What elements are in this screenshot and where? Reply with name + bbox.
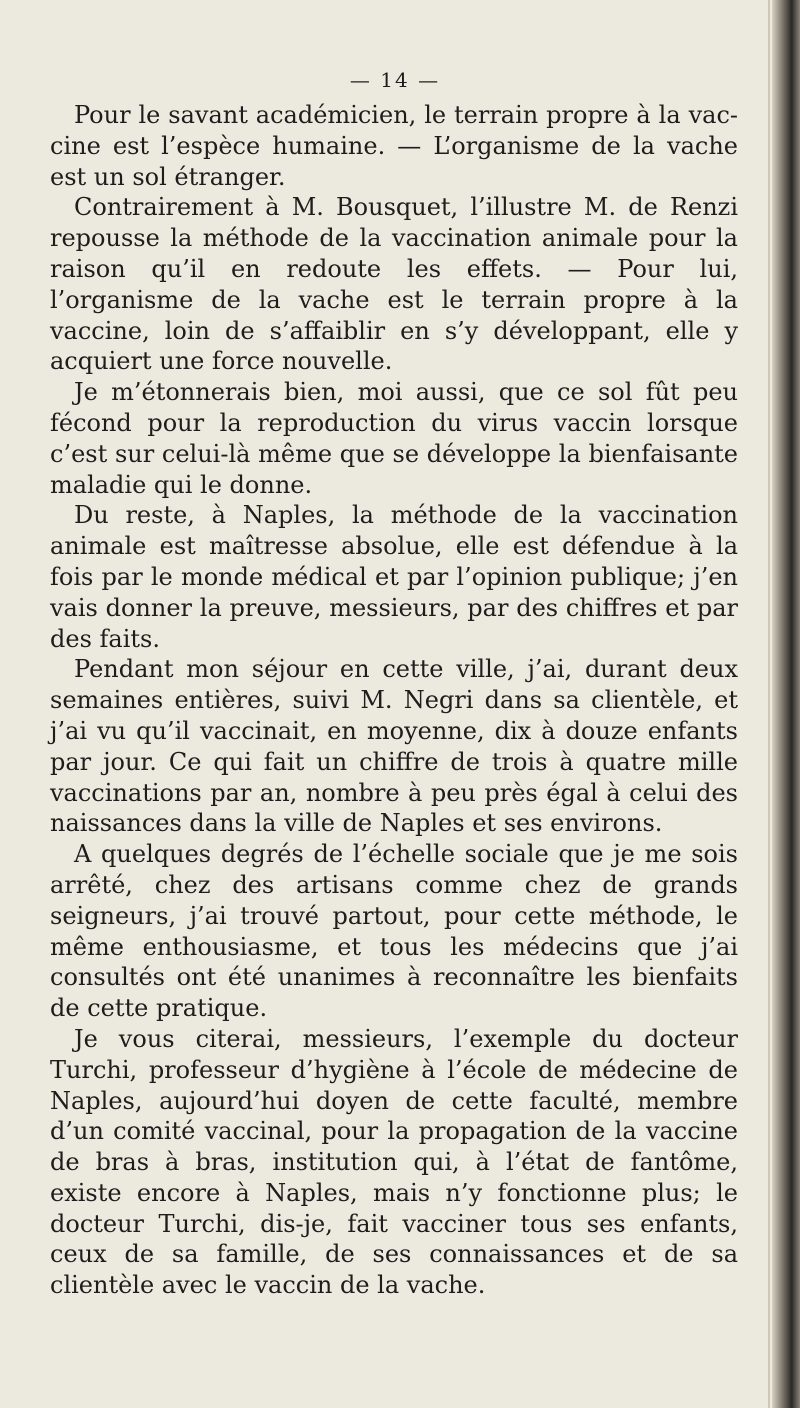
- paragraph: Je vous citerai, messieurs, l’exemple du docteur Turchi, professeur d’hygiène à l’école de médecine de Naples, aujourd’hui doyen de cette faculté, membre d’un comité vaccinal, pour la propagation de la vaccine de bras à bras, institution qui, à l’état de fantôme, existe encore à Naples, mais n’y fonctionne plus; le docteur Turchi, dis-je, fait vacciner tous ses enfants, ceux de sa famille, de ses connaissances et de sa clientèle avec le vaccin de la vache.: [50, 1024, 738, 1300]
- paragraph: Contrairement à M. Bousquet, l’illustre M. de Renzi repousse la méthode de la vaccination animale pour la raison qu’il en redoute les effets. — Pour lui, l’organisme de la vache est le terrain propre à la vaccine, loin de s’affaiblir en s’y développant, elle y acquiert une force nouvelle.: [50, 193, 738, 376]
- paragraph: Du reste, à Naples, la méthode de la vaccination animale est maîtresse absolue, elle est défendue à la fois par le monde médical et par l’opinion publique; j’en vais donner la preuve, messieurs, par des chiffres et par des faits.: [50, 501, 738, 653]
- paragraph: A quelques degrés de l’échelle sociale que je me sois arrêté, chez des artisans comme chez de grands seigneurs, j’ai trouvé partout, pour cette méthode, le même enthousiasme, et tous les médecins que j’ai consultés ont été unanimes à reconnaître les bienfaits de cette pratique.: [50, 840, 738, 1023]
- book-spine-shadow: [772, 0, 800, 1408]
- page-number: — 14 —: [349, 68, 441, 92]
- page-edge-line: [768, 0, 770, 1408]
- body-text: [50, 100, 738, 1301]
- paragraph: Je m’étonnerais bien, moi aussi, que ce sol fût peu fécond pour la reproduction du virus vaccin lorsque c’est sur celui-là même que se développe la bienfaisante maladie qui le donne.: [50, 378, 738, 499]
- paragraph: Pendant mon séjour en cette ville, j’ai, durant deux semaines entières, suivi M. Negri dans sa clientèle, et j’ai vu qu’il vaccinait, en moyenne, dix à douze enfants par jour. Ce qui fait un chiffre de trois à quatre mille vaccinations par an, nombre à peu près égal à celui des naissances dans la ville de Naples et ses environs.: [50, 655, 738, 838]
- paragraph: Pour le savant académicien, le terrain propre à la vaccine est l’espèce humaine. — L’organisme de la vache est un sol étranger.: [50, 101, 738, 191]
